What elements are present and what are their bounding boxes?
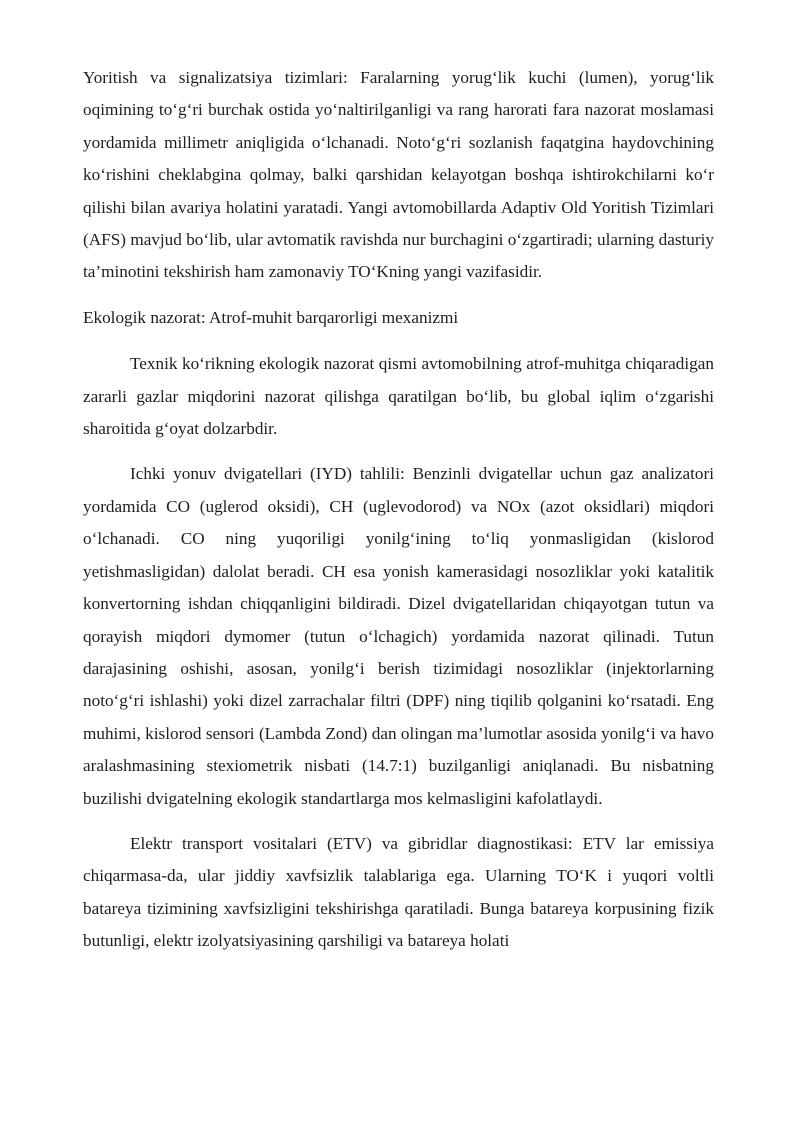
document-page xyxy=(83,62,714,971)
paragraph-lighting-systems: Yoritish va signalizatsiya tizimlari: Faralarning yorug‘lik kuchi (lumen), yorug‘lik oqimining to‘g‘ri burchak ostida yo‘naltirilganligi va rang harorati fara nazorat moslamasi yordamida millimetr aniqligida o‘lchanadi. Noto‘g‘ri sozlanish faqatgina haydovchining ko‘rishini cheklabgina qolmay, balki qarshidan kelayotgan boshqa ishtirokchilarni ko‘r qilishi bilan avariya holatini yaratadi. Yangi avtomobillarda Adaptiv Old Yoritish Tizimlari (AFS) mavjud bo‘lib, ular avtomatik ravishda nur burchagini o‘zgartiradi; ularning dasturiy ta’minotini tekshirish ham zamonaviy TO‘Kning yangi vazifasidir. xyxy=(83,68,714,282)
paragraph-ev-diagnostics: Elektr transport vositalari (ETV) va gibridlar diagnostikasi: ETV lar emissiya chiqarmasa-da, ular jiddiy xavfsizlik talablariga ega. Ularning TO‘K i yuqori voltli batareya tizimining xavfsizligini tekshirishga qaratiladi. Bunga batareya korpusining fizik butunligi, elektr izolyatsiyasining qarshiligi va batareya holati xyxy=(83,833,714,951)
paragraph-ice-analysis: Ichki yonuv dvigatellari (IYD) tahlili: Benzinli dvigatellar uchun gaz analizatori yordamida CO (uglerod oksidi), CH (uglevodorod) va NOx (azot oksidlari) miqdori o‘lchanadi. CO ning yuqoriligi yonilg‘ining to‘liq yonmasligidan (kislorod yetishmasligidan) dalolat beradi. CH esa yonish kamerasidagi nosozliklar yoki katalitik konvertorning ishdan chiqqanligini bildiradi. Dizel dvigatellaridan chiqayotgan tutun va qorayish miqdori dymomer (tutun o‘lchagich) yordamida nazorat qilinadi. Tutun darajasining oshishi, asosan, yonilg‘i berish tizimidagi nosozliklar (injektorlarning noto‘g‘ri ishlashi) yoki dizel zarrachalar filtri (DPF) ning tiqilib qolganini ko‘rsatadi. Eng muhimi, kislorod sensori (Lambda Zond) dan olingan ma’lumotlar asosida yonilg‘i va havo aralashmasining stexiometrik nisbati (14.7:1) buzilganligi aniqlanadi. Bu nisbatning buzilishi dvigatelning ekologik standartlarga mos kelmasligini kafolatlaydi. xyxy=(83,464,714,808)
paragraph-ecological-intro: Texnik ko‘rikning ekologik nazorat qismi avtomobilning atrof-muhitga chiqaradigan zararli gazlar miqdorini nazorat qilishga qaratilgan bo‘lib, bu global iqlim o‘zgarishi sharoitida g‘oyat dolzarbdir. xyxy=(83,354,714,439)
section-heading-ecological-control: Ekologik nazorat: Atrof-muhit barqarorligi mexanizmi xyxy=(83,307,459,327)
